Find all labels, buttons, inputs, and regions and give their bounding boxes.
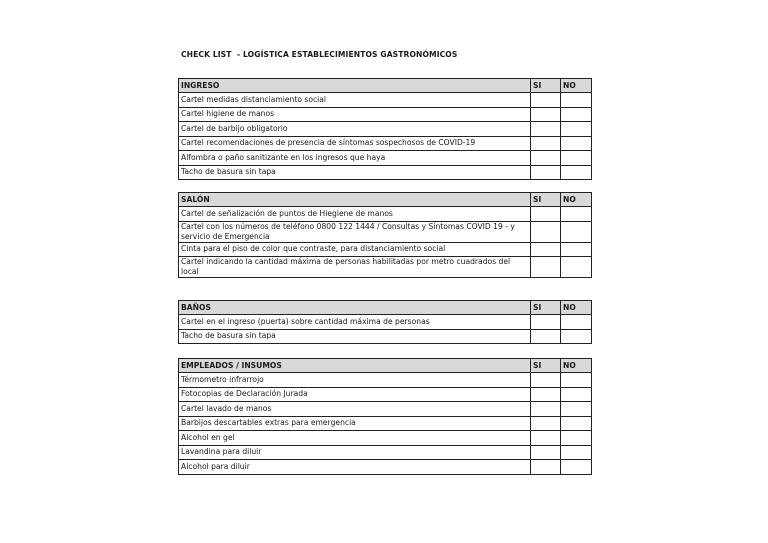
table-row — [179, 431, 592, 446]
si-checkbox-cell[interactable] — [531, 242, 561, 257]
si-checkbox-cell[interactable] — [531, 165, 561, 180]
no-checkbox-cell[interactable] — [561, 315, 592, 330]
si-checkbox-cell[interactable] — [531, 93, 561, 108]
table-row — [179, 136, 592, 151]
si-checkbox-cell[interactable] — [531, 431, 561, 446]
column-header-si: SI — [531, 301, 561, 315]
column-header-si: SI — [531, 79, 561, 93]
no-checkbox-cell[interactable] — [561, 373, 592, 388]
no-checkbox-cell[interactable] — [561, 445, 592, 460]
checklist-item: Cartel de barbijo obligatorio — [179, 122, 531, 137]
checklist-item: Fotocopias de Declaración Jurada — [179, 387, 531, 402]
no-checkbox-cell[interactable] — [561, 136, 592, 151]
si-checkbox-cell[interactable] — [531, 315, 561, 330]
checklist-item: Alfombra o paño sanitizante en los ingresos que haya — [179, 151, 531, 166]
checklist-item: Cartel lavado de manos — [179, 402, 531, 417]
table-row — [179, 122, 592, 137]
no-checkbox-cell[interactable] — [561, 329, 592, 344]
section-heading: BAÑOS — [179, 301, 531, 315]
column-header-si: SI — [531, 193, 561, 207]
table-row — [179, 373, 592, 388]
si-checkbox-cell[interactable] — [531, 416, 561, 431]
section-heading: INGRESO — [179, 79, 531, 93]
no-checkbox-cell[interactable] — [561, 387, 592, 402]
si-checkbox-cell[interactable] — [531, 122, 561, 137]
table-row — [179, 460, 592, 475]
no-checkbox-cell[interactable] — [561, 431, 592, 446]
table-row — [179, 165, 592, 180]
no-checkbox-cell[interactable] — [561, 151, 592, 166]
si-checkbox-cell[interactable] — [531, 257, 561, 278]
checklist-item: Cartel indicando la cantidad máxima de personas habilitadas por metro cuadrados del local — [179, 257, 531, 278]
document-title: CHECK LIST - LOGÍSTICA ESTABLECIMIENTOS GASTRONÓMICOS — [181, 50, 458, 59]
table-row — [179, 416, 592, 431]
no-checkbox-cell[interactable] — [561, 402, 592, 417]
checklist-table-salon — [178, 192, 592, 278]
si-checkbox-cell[interactable] — [531, 151, 561, 166]
si-checkbox-cell[interactable] — [531, 221, 561, 242]
table-row — [179, 107, 592, 122]
column-header-no: NO — [561, 193, 592, 207]
table-row — [179, 402, 592, 417]
si-checkbox-cell[interactable] — [531, 402, 561, 417]
section-heading: EMPLEADOS / INSUMOS — [179, 359, 531, 373]
table-header-row — [179, 79, 592, 93]
table-row — [179, 221, 592, 242]
checklist-item: Alcohol para diluir — [179, 460, 531, 475]
checklist-table-empleados — [178, 358, 592, 475]
checklist-item: Cartel en el ingreso (puerta) sobre cantidad máxima de personas — [179, 315, 531, 330]
checklist-item: Tacho de basura sin tapa — [179, 329, 531, 344]
no-checkbox-cell[interactable] — [561, 207, 592, 222]
no-checkbox-cell[interactable] — [561, 122, 592, 137]
column-header-no: NO — [561, 301, 592, 315]
no-checkbox-cell[interactable] — [561, 460, 592, 475]
table-row — [179, 257, 592, 278]
checklist-item: Cartel con los números de teléfono 0800 122 1444 / Consultas y Síntomas COVID 19 - y servicio de Emergencia — [179, 221, 531, 242]
checklist-item: Lavandina para diluir — [179, 445, 531, 460]
si-checkbox-cell[interactable] — [531, 445, 561, 460]
table-row — [179, 315, 592, 330]
table-row — [179, 207, 592, 222]
table-row — [179, 93, 592, 108]
checklist-item: Cartel recomendaciones de presencia de síntomas sospechosos de COVID-19 — [179, 136, 531, 151]
si-checkbox-cell[interactable] — [531, 329, 561, 344]
table-header-row — [179, 193, 592, 207]
no-checkbox-cell[interactable] — [561, 242, 592, 257]
table-header-row — [179, 301, 592, 315]
no-checkbox-cell[interactable] — [561, 107, 592, 122]
checklist-item: Tacho de basura sin tapa — [179, 165, 531, 180]
table-header-row — [179, 359, 592, 373]
si-checkbox-cell[interactable] — [531, 107, 561, 122]
checklist-table-ingreso — [178, 78, 592, 180]
checklist-item: Térmometro infrarrojo — [179, 373, 531, 388]
checklist-item: Cartel medidas distanciamiento social — [179, 93, 531, 108]
table-row — [179, 329, 592, 344]
si-checkbox-cell[interactable] — [531, 460, 561, 475]
no-checkbox-cell[interactable] — [561, 221, 592, 242]
si-checkbox-cell[interactable] — [531, 373, 561, 388]
checklist-item: Cartel higiene de manos — [179, 107, 531, 122]
column-header-no: NO — [561, 79, 592, 93]
no-checkbox-cell[interactable] — [561, 416, 592, 431]
no-checkbox-cell[interactable] — [561, 165, 592, 180]
table-row — [179, 445, 592, 460]
table-row — [179, 242, 592, 257]
checklist-item: Barbijos descartables extras para emergencia — [179, 416, 531, 431]
checklist-table-banos — [178, 300, 592, 344]
si-checkbox-cell[interactable] — [531, 387, 561, 402]
column-header-si: SI — [531, 359, 561, 373]
checklist-item: Cinta para el piso de color que contraste, para distanciamiento social — [179, 242, 531, 257]
checklist-item: Alcohol en gel — [179, 431, 531, 446]
no-checkbox-cell[interactable] — [561, 93, 592, 108]
table-row — [179, 151, 592, 166]
si-checkbox-cell[interactable] — [531, 207, 561, 222]
no-checkbox-cell[interactable] — [561, 257, 592, 278]
si-checkbox-cell[interactable] — [531, 136, 561, 151]
table-row — [179, 387, 592, 402]
section-heading: SALÓN — [179, 193, 531, 207]
checklist-item: Cartel de señalización de puntos de Hiegiene de manos — [179, 207, 531, 222]
column-header-no: NO — [561, 359, 592, 373]
